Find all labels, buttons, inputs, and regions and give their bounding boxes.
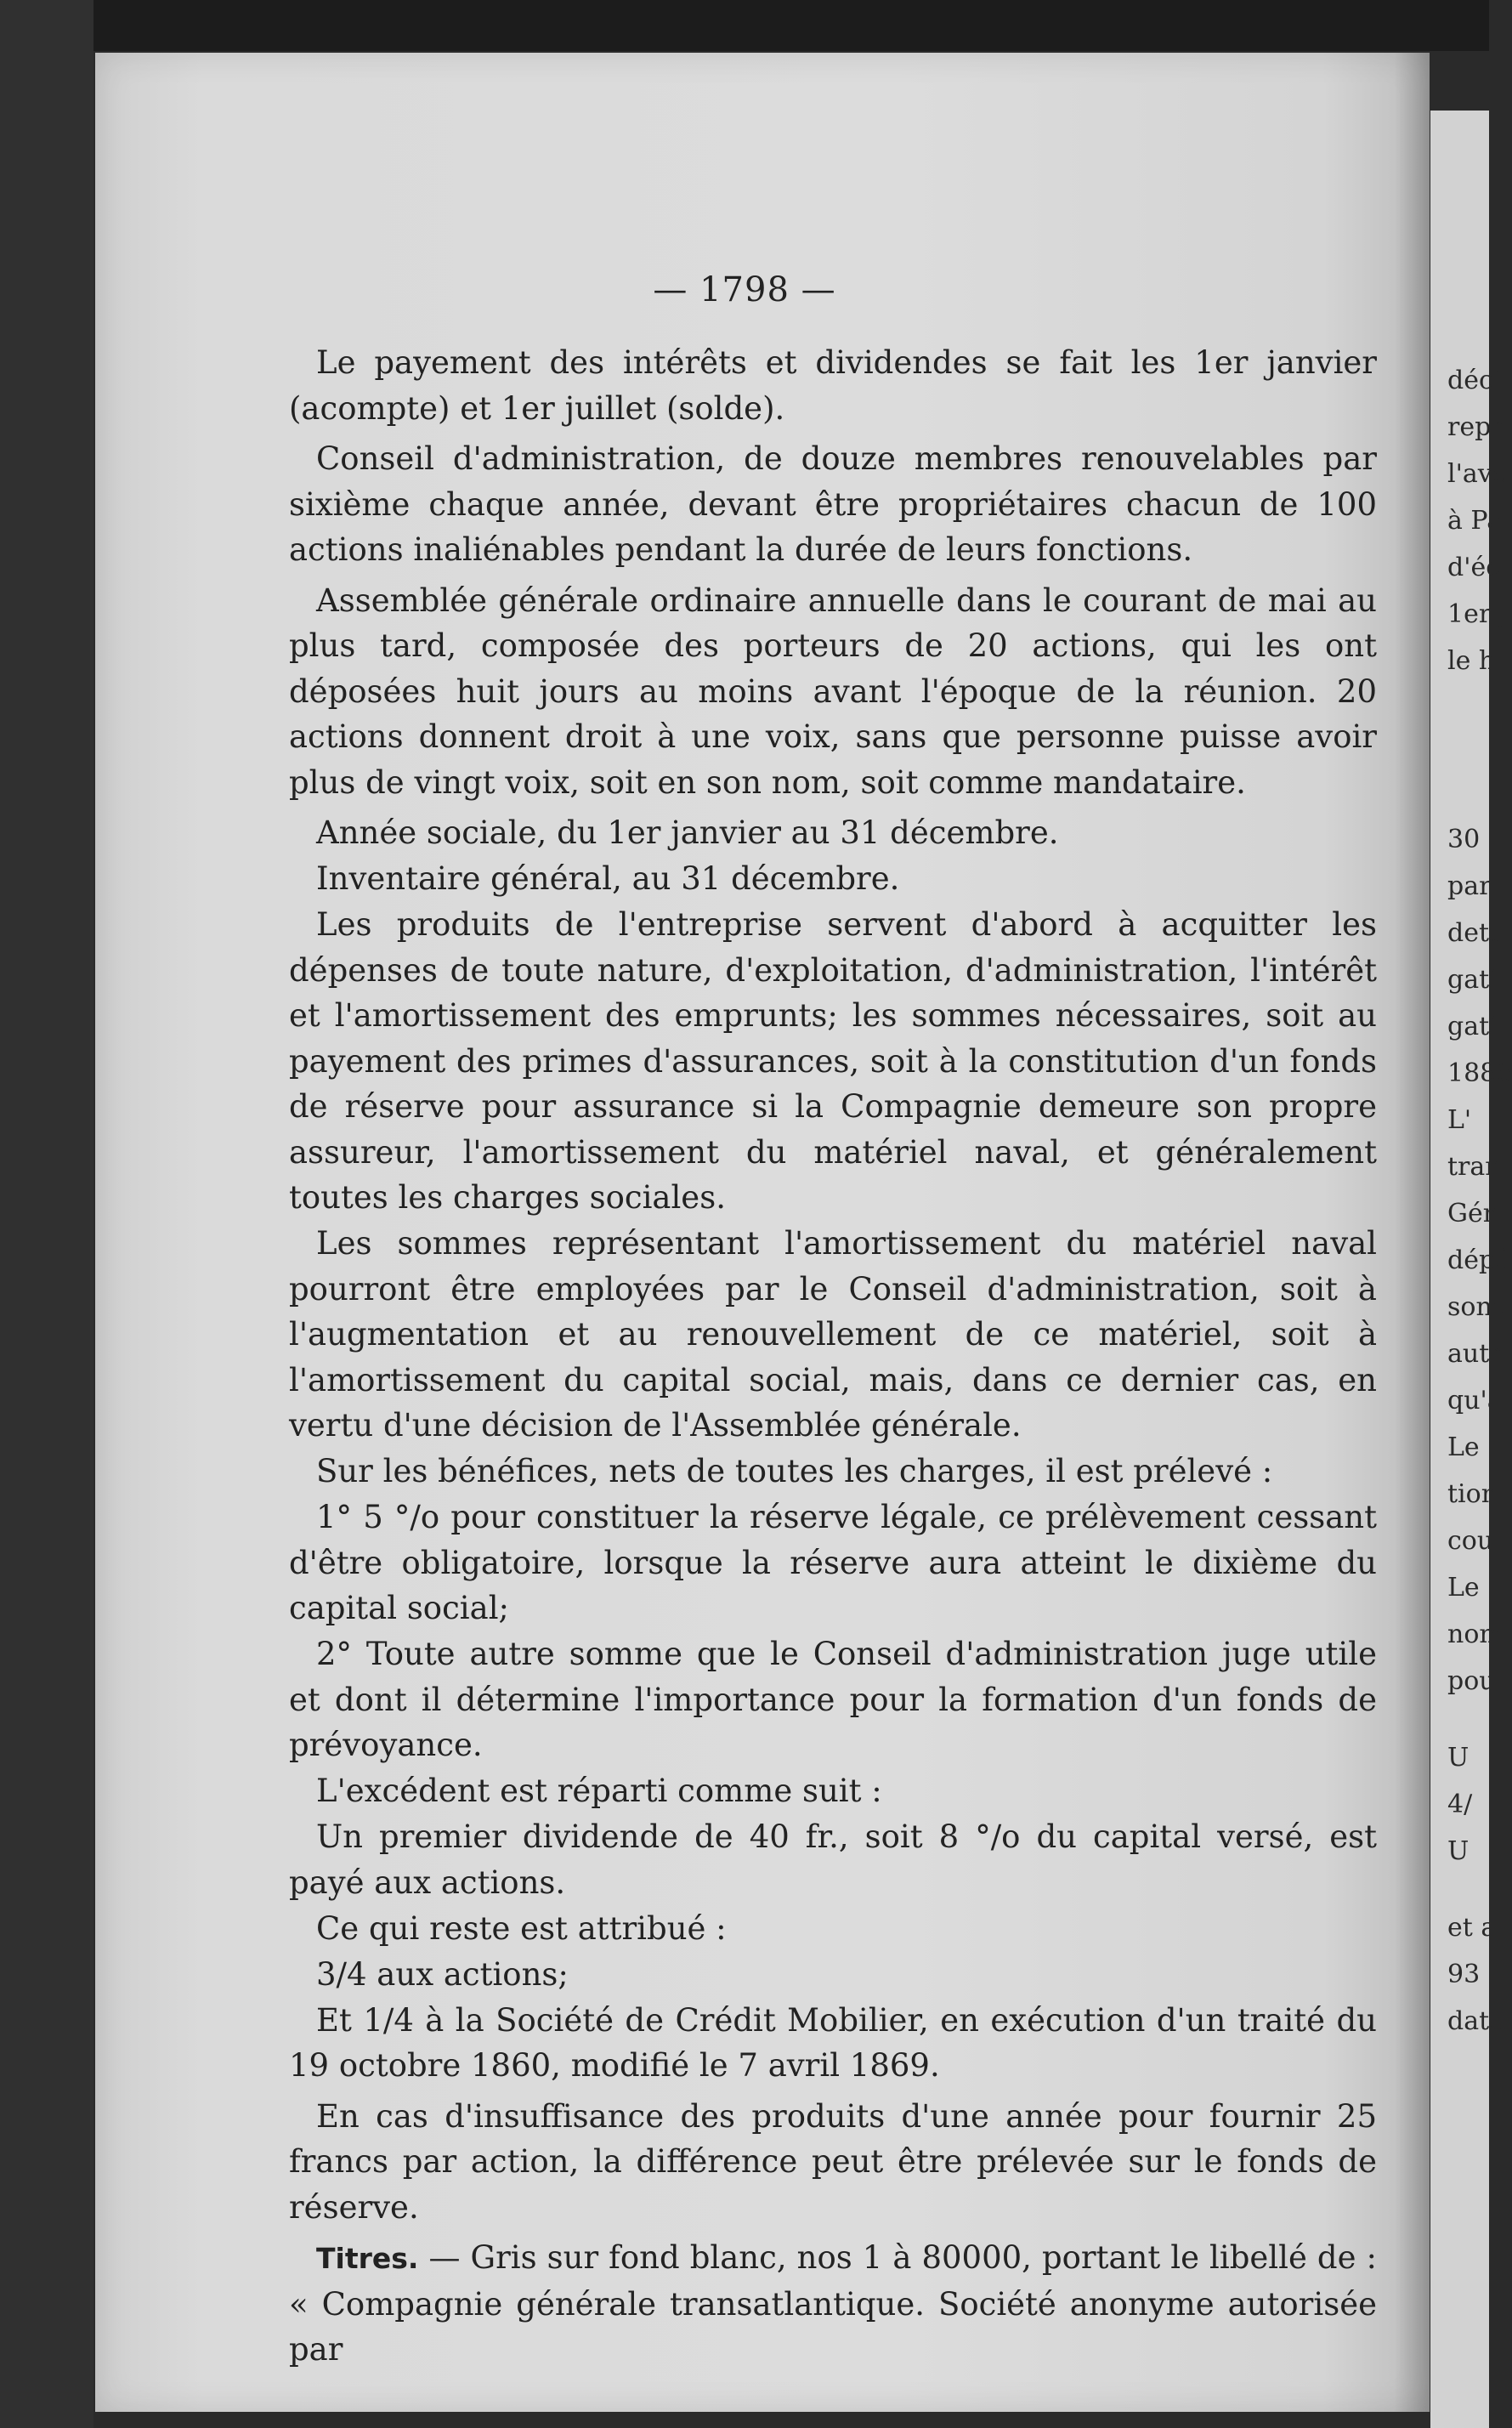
adjacent-fragment: tran <box>1447 1152 1502 1182</box>
adjacent-fragment: l'ave <box>1447 459 1508 489</box>
paragraph-legal-reserve: 1° 5 °/o pour constituer la réserve légale, ce prélèvement cessant d'être obligatoire, lorsque la réserve aura atteint le dixième du capital social; <box>289 1499 1377 1626</box>
adjacent-fragment: à Pa <box>1447 506 1503 536</box>
titres-label: Titres. <box>316 2242 419 2275</box>
adjacent-fragment: 93 <box>1447 1960 1481 1989</box>
adjacent-fragment: tion <box>1447 1479 1498 1509</box>
scan-border-left <box>0 0 93 2428</box>
adjacent-fragment: U <box>1447 1743 1470 1773</box>
paragraph-insufficiency: En cas d'insuffisance des produits d'une année pour fournir 25 francs par action, la différence peut être prélevée sur le fonds de réserve. <box>289 2097 1377 2226</box>
paragraph-products: Les produits de l'entreprise servent d'abord à acquitter les dépenses de toute nature, d'exploitation, d'administration, l'intérêt et l'amortissement des emprunts; les sommes nécessaires, soit au payement des primes d'assurances, soit à la constitution d'un fonds de réserve pour assurance si la Compagnie demeure son propre assureur, l'amortissement du matériel naval, et généralement toutes les charges sociales. <box>289 906 1377 1216</box>
adjacent-fragment: 4/ <box>1447 1790 1473 1819</box>
body-text <box>289 340 1377 2373</box>
adjacent-fragment: U <box>1447 1836 1470 1866</box>
adjacent-page-edge <box>1430 111 1512 2428</box>
adjacent-fragment: d'éc <box>1447 553 1501 582</box>
adjacent-fragment: autr <box>1447 1339 1502 1369</box>
titres-text: — Gris sur fond blanc, nos 1 à 80000, portant le libellé de : « Compagnie générale transatlantique. Société anonyme autorisée par <box>289 2239 1377 2368</box>
adjacent-fragment: gati <box>1447 965 1498 995</box>
paragraph-credit-mobilier: Et 1/4 à la Société de Crédit Mobilier, en exécution d'un traité du 19 octobre 1860, modifié le 7 avril 1869. <box>289 2001 1377 2084</box>
adjacent-fragment: cou <box>1447 1526 1494 1556</box>
adjacent-fragment: 1er j <box>1447 599 1508 629</box>
adjacent-fragment: sont <box>1447 1292 1503 1322</box>
adjacent-fragment: par <box>1447 871 1492 901</box>
adjacent-fragment: 30 <box>1447 825 1481 854</box>
adjacent-fragment: Gén <box>1447 1199 1500 1228</box>
adjacent-fragment: dett <box>1447 918 1500 948</box>
paragraph-profits: Sur les bénéfices, nets de toutes les charges, il est prélevé : <box>316 1453 1273 1489</box>
adjacent-fragment: Le <box>1447 1573 1480 1603</box>
adjacent-fragment: 1886 <box>1447 1058 1512 1088</box>
paragraph-fiscal-year: Année sociale, du 1er janvier au 31 décembre. <box>316 814 1059 851</box>
adjacent-fragment: dépé <box>1447 1245 1510 1275</box>
page-gutter-shadow <box>1394 53 1430 2412</box>
paragraph-titres <box>289 2235 1377 2373</box>
adjacent-fragment: repr <box>1447 412 1504 442</box>
paragraph-first-dividend: Un premier dividende de 40 fr., soit 8 °/o du capital versé, est payé aux actions. <box>289 1818 1377 1901</box>
paragraph-dividend-payment: Le payement des intérêts et dividendes se fait les 1er janvier (acompte) et 1er juillet (solde). <box>289 344 1377 427</box>
adjacent-fragment: nom <box>1447 1620 1504 1649</box>
adjacent-fragment: pou <box>1447 1666 1496 1696</box>
paragraph-three-quarters: 3/4 aux actions; <box>316 1955 569 1993</box>
adjacent-fragment: et a <box>1447 1913 1497 1943</box>
adjacent-fragment: qu'a <box>1447 1386 1503 1415</box>
adjacent-fragment: Le <box>1447 1432 1480 1462</box>
adjacent-fragment: le h <box>1447 646 1496 676</box>
adjacent-fragment: date <box>1447 2006 1504 2036</box>
paragraph-remainder: Ce qui reste est attribué : <box>316 1909 727 1947</box>
page-number: — 1798 — <box>653 270 836 309</box>
paragraph-amortization: Les sommes représentant l'amortissement du matériel naval pourront être employées par le Conseil d'administration, soit à l'augmentation et au renouvellement de ce matériel, soit à l'amortissement du capital social, mais, dans ce dernier cas, en vertu d'une décision de l'Assemblée générale. <box>289 1225 1377 1444</box>
adjacent-fragment: déci <box>1447 366 1502 395</box>
adjacent-fragment: L' <box>1447 1105 1472 1135</box>
adjacent-fragment: gati <box>1447 1012 1498 1041</box>
paragraph-excess: L'excédent est réparti comme suit : <box>316 1773 882 1809</box>
scan-border-top <box>0 0 1489 51</box>
paragraph-board: Conseil d'administration, de douze membres renouvelables par sixième chaque année, devant être propriétaires chacun de 100 actions inaliénables pendant la durée de leurs fonctions. <box>289 440 1377 568</box>
paragraph-inventory: Inventaire général, au 31 décembre. <box>316 860 900 897</box>
paragraph-general-assembly: Assemblée générale ordinaire annuelle dans le courant de mai au plus tard, composée des porteurs de 20 actions, qui les ont déposées huit jours au moins avant l'époque de la réunion. 20 actions donnent droit à une voix, sans que personne puisse avoir plus de vingt voix, soit en son nom, soit comme mandataire. <box>289 581 1377 801</box>
paragraph-provident-fund: 2° Toute autre somme que le Conseil d'administration juge utile et dont il détermine l'importance pour la formation d'un fonds de prévoyance. <box>289 1636 1377 1763</box>
